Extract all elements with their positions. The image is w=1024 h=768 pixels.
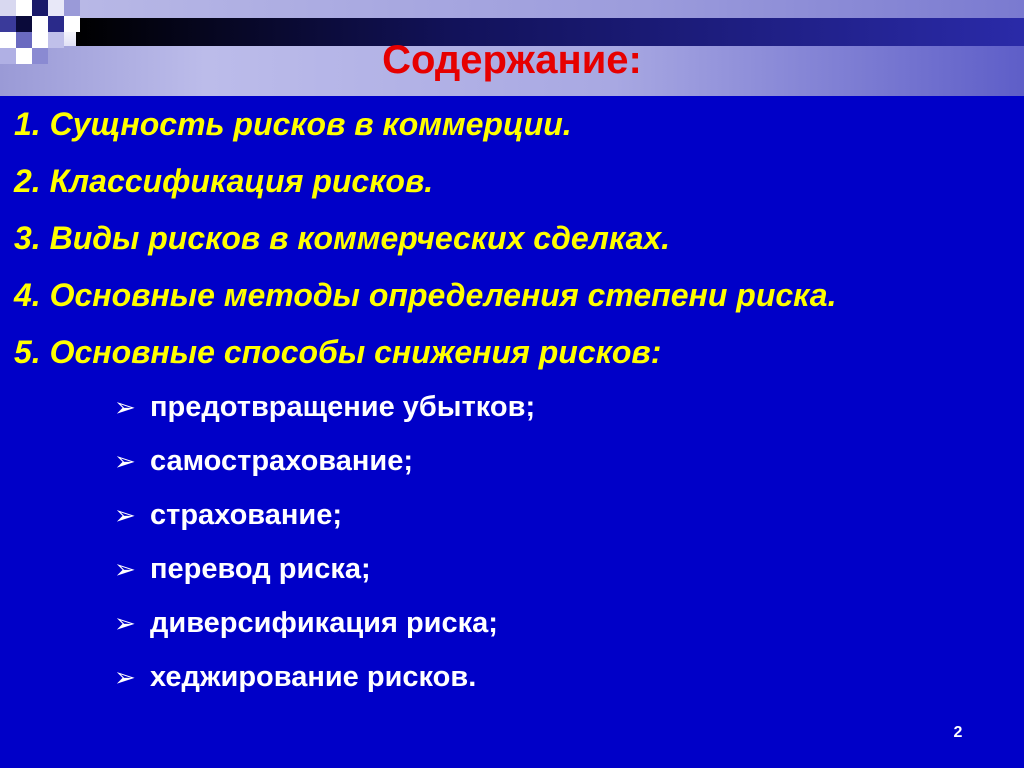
bullet-text: хеджирование рисков. [150,661,477,693]
arrow-bullet-icon: ➢ [114,662,136,692]
header-light-stripe [76,0,1024,18]
bullet-item [114,596,994,650]
bullet-text: перевод риска; [150,553,371,585]
header-band [0,0,1024,96]
contents-item-5: 5. Основные способы снижения рисков: [14,334,662,370]
bullet-text: диверсификация риска; [150,607,498,639]
arrow-bullet-icon: ➢ [114,392,136,422]
contents-item-2: 2. Классификация рисков. [14,163,434,199]
bullet-item [114,542,994,596]
bullet-item [114,650,994,704]
contents-item-1: 1. Сущность рисков в коммерции. [14,106,572,142]
contents-list [14,100,1014,385]
bullet-item [114,488,994,542]
contents-item-3: 3. Виды рисков в коммерческих сделках. [14,220,671,256]
arrow-bullet-icon: ➢ [114,608,136,638]
bullet-item [114,380,994,434]
bullet-text: предотвращение убытков; [150,391,536,423]
bullet-text: самострахование; [150,445,414,477]
contents-item-4: 4. Основные методы определения степени риска. [14,277,837,313]
slide-title: Содержание: [382,38,642,82]
arrow-bullet-icon: ➢ [114,500,136,530]
arrow-bullet-icon: ➢ [114,446,136,476]
arrow-bullet-icon: ➢ [114,554,136,584]
bullet-text: страхование; [150,499,342,531]
bullet-item [114,434,994,488]
risk-reduction-methods-list [114,380,994,704]
page-number: 2 [953,724,963,741]
